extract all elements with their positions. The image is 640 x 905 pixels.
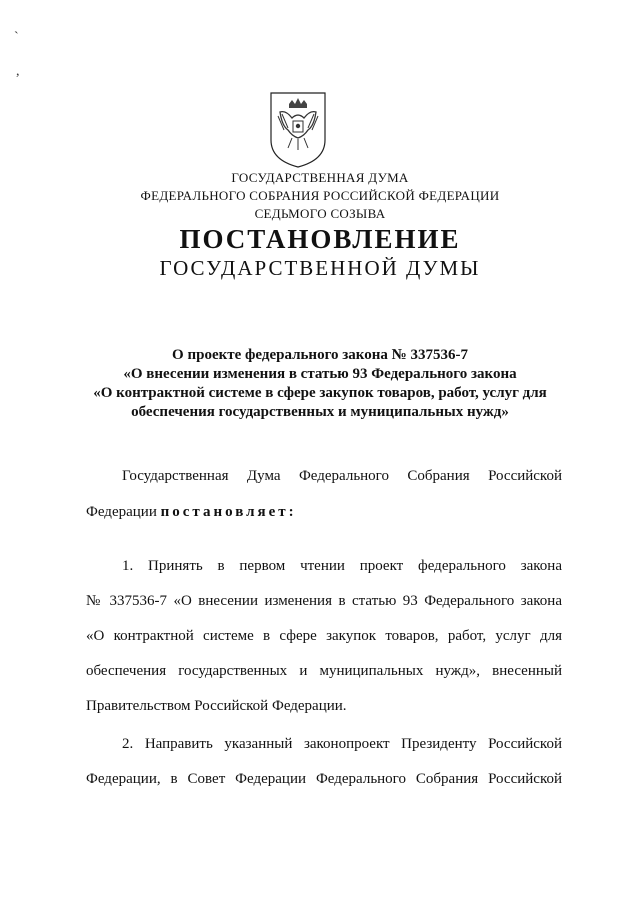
header-line-convocation: СЕДЬМОГО СОЗЫВА	[254, 206, 386, 221]
item1-line: № 337536-7 «О внесении изменения в статью 93 Федерального закона	[86, 593, 562, 609]
item2-line: 2. Направить указанный законопроект Президенту Российской	[122, 736, 562, 752]
document-title: ПОСТАНОВЛЕНИЕ	[179, 224, 461, 254]
resolves-emphasis: постановляет:	[160, 504, 297, 520]
preamble-line: Государственная Дума Федерального Собрания Российской	[122, 468, 562, 484]
caption-line: «О контрактной системе в сфере закупок товаров, работ, услуг для	[93, 385, 547, 401]
caption-line: О проекте федерального закона № 337536-7	[172, 347, 468, 363]
scan-mark: `	[14, 30, 19, 45]
item1-line: Правительством Российской Федерации.	[86, 698, 347, 714]
item1-line: 1. Принять в первом чтении проект федерального закона	[122, 558, 562, 574]
scan-mark: ,	[16, 64, 20, 79]
document-caption	[70, 346, 570, 422]
preamble-line	[86, 502, 562, 522]
preamble-text: Федерации	[86, 504, 161, 520]
caption-line: «О внесении изменения в статью 93 Федерального закона	[123, 366, 517, 382]
header-line-assembly: ФЕДЕРАЛЬНОГО СОБРАНИЯ РОССИЙСКОЙ ФЕДЕРАЦИИ	[140, 188, 500, 203]
item1-line: обеспечения государственных и муниципальных нужд», внесенный	[86, 663, 562, 679]
caption-line: обеспечения государственных и муниципальных нужд»	[131, 404, 509, 420]
item1-line: «О контрактной системе в сфере закупок товаров, работ, услуг для	[86, 628, 562, 644]
header-line-duma: ГОСУДАРСТВЕННАЯ ДУМА	[231, 170, 409, 185]
coat-of-arms-emblem	[268, 90, 328, 170]
document-subtitle: ГОСУДАРСТВЕННОЙ ДУМЫ	[159, 256, 481, 280]
item2-line: Федерации, в Совет Федерации Федерального Собрания Российской	[86, 771, 562, 787]
